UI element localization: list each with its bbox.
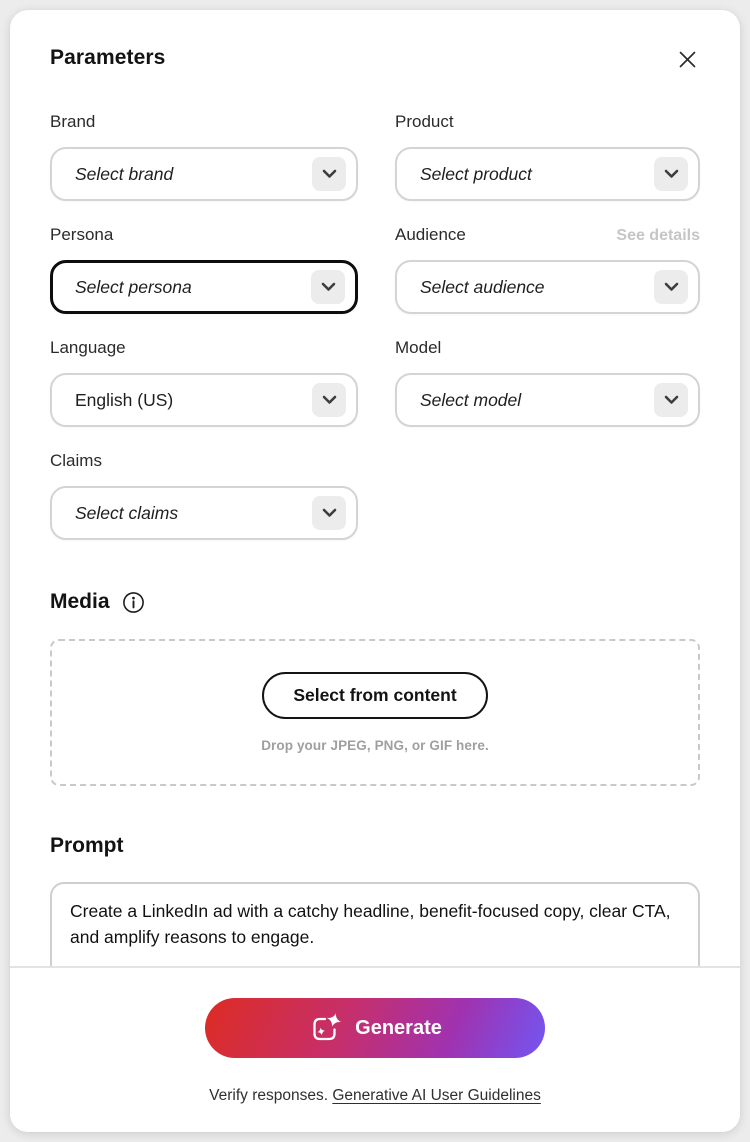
drop-hint-text: Drop your JPEG, PNG, or GIF here. xyxy=(261,738,489,753)
footer-bar xyxy=(10,966,740,1132)
see-details-link[interactable]: See details xyxy=(616,227,700,244)
product-select[interactable] xyxy=(395,147,700,201)
product-chevron-button[interactable] xyxy=(654,157,688,191)
panel-header xyxy=(50,46,700,72)
chevron-down-icon xyxy=(664,280,679,295)
brand-select[interactable] xyxy=(50,147,358,201)
persona-chevron-button[interactable] xyxy=(311,270,345,304)
select-from-content-button[interactable]: Select from content xyxy=(262,672,487,719)
persona-select[interactable] xyxy=(50,260,358,314)
audience-field xyxy=(395,225,700,314)
chevron-down-icon xyxy=(664,393,679,408)
model-label: Model xyxy=(395,338,442,357)
brand-chevron-button[interactable] xyxy=(312,157,346,191)
guidelines-link[interactable]: Generative AI User Guidelines xyxy=(332,1087,541,1104)
chevron-down-icon xyxy=(321,280,336,295)
audience-select[interactable] xyxy=(395,260,700,314)
media-dropzone[interactable] xyxy=(50,639,700,786)
verify-responses-text: Verify responses. Generative AI User Guidelines xyxy=(209,1087,541,1104)
claims-select[interactable] xyxy=(50,486,358,540)
product-placeholder: Select product xyxy=(420,163,532,184)
field-row-4 xyxy=(50,451,700,540)
audience-label: Audience xyxy=(395,225,466,244)
model-field xyxy=(395,338,700,427)
persona-field xyxy=(50,225,358,314)
language-label: Language xyxy=(50,338,126,357)
model-placeholder: Select model xyxy=(420,389,522,410)
claims-placeholder: Select claims xyxy=(75,502,179,523)
persona-label: Persona xyxy=(50,225,114,244)
claims-label: Claims xyxy=(50,451,102,470)
product-field xyxy=(395,112,700,201)
chevron-down-icon xyxy=(322,393,337,408)
model-select[interactable] xyxy=(395,373,700,427)
field-row-1 xyxy=(50,112,700,201)
chevron-down-icon xyxy=(322,506,337,521)
brand-field xyxy=(50,112,358,201)
brand-placeholder: Select brand xyxy=(75,163,174,184)
field-row-2 xyxy=(50,225,700,314)
prompt-heading: Prompt xyxy=(50,834,124,857)
generate-button[interactable] xyxy=(205,998,545,1058)
claims-chevron-button[interactable] xyxy=(312,496,346,530)
generate-button-label: Generate xyxy=(355,1016,442,1039)
language-chevron-button[interactable] xyxy=(312,383,346,417)
audience-chevron-button[interactable] xyxy=(654,270,688,304)
language-select[interactable] xyxy=(50,373,358,427)
chevron-down-icon xyxy=(664,167,679,182)
media-info-button[interactable] xyxy=(122,591,145,614)
brand-label: Brand xyxy=(50,112,96,131)
close-icon xyxy=(677,58,698,73)
field-row-3 xyxy=(50,338,700,427)
language-field xyxy=(50,338,358,427)
generate-sparkle-icon xyxy=(308,1012,342,1045)
language-value: English (US) xyxy=(75,389,174,410)
chevron-down-icon xyxy=(322,167,337,182)
page-title: Parameters xyxy=(50,46,166,69)
audience-placeholder: Select audience xyxy=(420,276,545,297)
model-chevron-button[interactable] xyxy=(654,383,688,417)
persona-placeholder: Select persona xyxy=(75,276,192,297)
parameters-panel xyxy=(10,10,740,1132)
media-section xyxy=(50,590,700,786)
claims-field xyxy=(50,451,358,540)
info-icon xyxy=(122,602,145,617)
media-heading: Media xyxy=(50,590,110,613)
close-button[interactable] xyxy=(675,47,700,72)
product-label: Product xyxy=(395,112,454,131)
